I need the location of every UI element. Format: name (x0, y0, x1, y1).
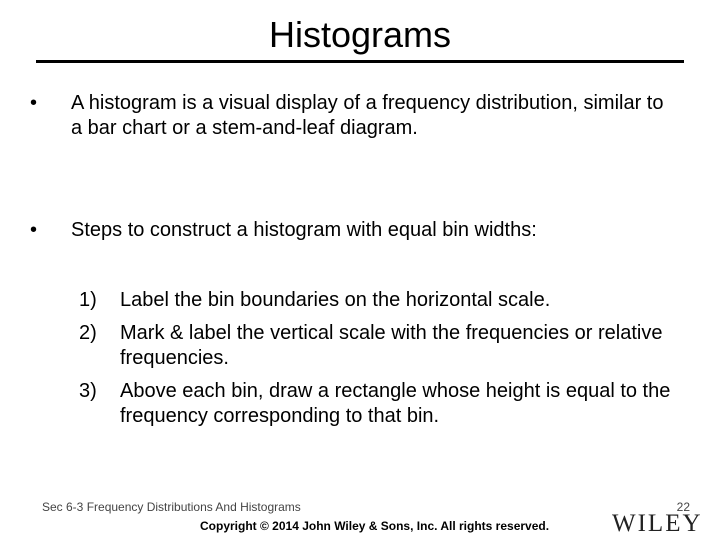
slide-title: Histograms (268, 14, 452, 55)
page-number: 22 (676, 500, 690, 514)
copyright-notice: Copyright © 2014 John Wiley & Sons, Inc. All rights reserved. (200, 519, 550, 533)
bullet-text: A histogram is a visual display of a frequency distribution, similar to a bar chart or a stem-and-leaf diagram. (71, 92, 664, 139)
step-number: 1) (79, 289, 97, 311)
title-underline (36, 60, 684, 63)
bullet-marker: • (30, 92, 38, 114)
step-number: 3) (79, 380, 97, 402)
step-text: Label the bin boundaries on the horizontal scale. (120, 289, 551, 311)
step-text: Above each bin, draw a rectangle whose height is equal to the frequency corresponding to that bin. (120, 380, 671, 427)
steps-list (79, 288, 679, 437)
footer-section-label: Sec 6-3 Frequency Distributions And Histograms (42, 500, 301, 514)
wiley-logo: WILEY (612, 510, 703, 537)
bullet-marker: • (30, 219, 38, 241)
bullet-item-definition (30, 91, 670, 141)
step-item (79, 379, 679, 429)
bullet-item-steps-intro (30, 218, 670, 243)
step-item (79, 321, 679, 371)
step-item (79, 288, 679, 313)
step-number: 2) (79, 322, 97, 344)
bullet-text: Steps to construct a histogram with equal bin widths: (71, 219, 537, 241)
step-text: Mark & label the vertical scale with the frequencies or relative frequencies. (120, 322, 663, 369)
